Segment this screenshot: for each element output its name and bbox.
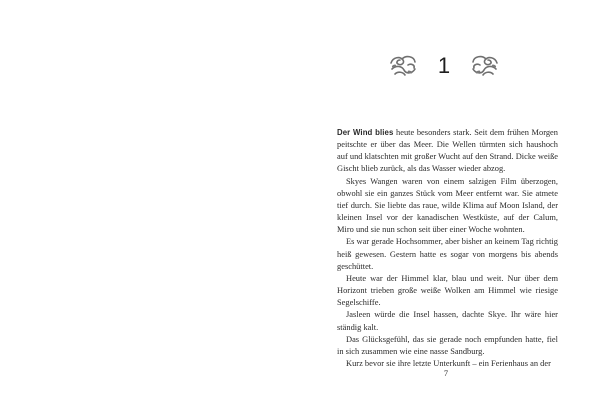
paragraph: Das Glücksgefühl, das sie gerade noch empfunden hatte, fiel in sich zusammen wie eine nasse Sandburg. (337, 334, 558, 356)
page-number: 7 (443, 369, 449, 378)
chapter-heading (388, 50, 500, 86)
chapter-text (337, 127, 558, 370)
swirl-wave-ornament-icon (388, 54, 418, 78)
chapter-number: 1 (437, 53, 451, 78)
paragraph: Skyes Wangen waren von einem salzigen Film überzogen, obwohl sie ein ganzes Stück vom Meer entfernt war. Sie atmete tief durch. Sie liebte das raue, wilde Klima auf Moon Island, der kleinen Insel vor der kanadischen Westküste, auf der Calum, Miro und sie nun schon seit über einer Woche wohnten. (337, 176, 558, 235)
paragraph (337, 127, 558, 176)
swirl-wave-ornament-icon (470, 54, 500, 78)
paragraph: Kurz bevor sie ihre letzte Unterkunft – ein Ferienhaus an der (346, 358, 551, 368)
paragraph: Es war gerade Hochsommer, aber bisher an keinem Tag richtig heiß gewesen. Gestern hatte es sogar von morgens bis abends geschüttet. (337, 237, 558, 271)
paragraph-text: heute besonders stark. Seit dem frühen Morgen peitschte er über das Meer. Die Wellen türmten sich haushoch auf und klatschten mit großer Wucht auf den Strand. Dicke weiße Gischt blieb zurück, als das Wasser wieder abzog. (337, 128, 559, 174)
lead-in-text: Der Wind blies (337, 128, 394, 137)
paragraph: Jasleen würde die Insel hassen, dachte Skye. Ihr wäre hier ständig kalt. (337, 310, 558, 332)
paragraph: Heute war der Himmel klar, blau und weit. Nur über dem Horizont trieben große weiße Wolken am Himmel wie riesige Segelschiffe. (337, 273, 558, 308)
